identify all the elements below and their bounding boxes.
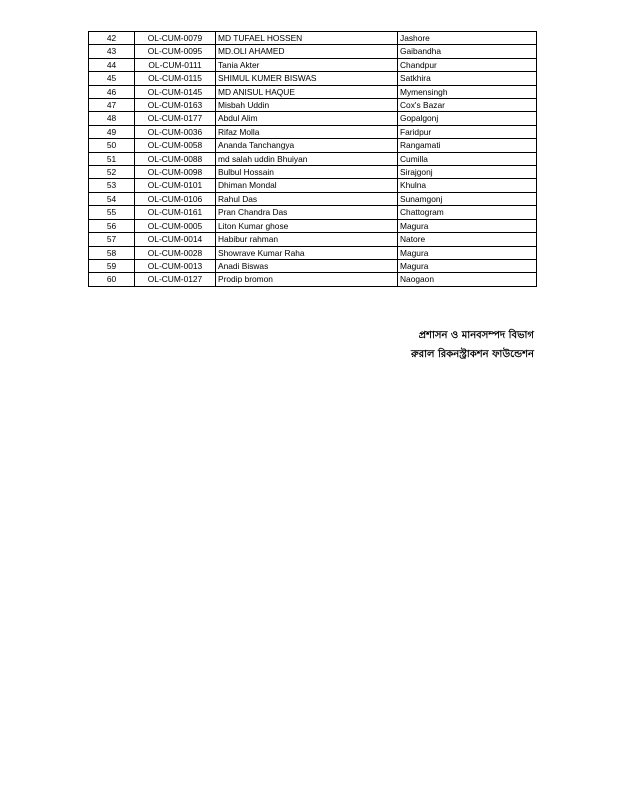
candidate-name-cell: Ananda Tanchangya [216, 139, 398, 152]
signature-organization: রুরাল রিকনস্ট্রাকশন ফাউন্ডেশন [410, 349, 534, 360]
candidate-id-cell: OL-CUM-0028 [135, 246, 216, 259]
district-cell: Cox's Bazar [398, 99, 537, 112]
table-row [89, 206, 537, 219]
table-row [89, 259, 537, 272]
candidate-id-cell: OL-CUM-0036 [135, 125, 216, 138]
district-cell: Magura [398, 246, 537, 259]
table-row [89, 139, 537, 152]
district-cell: Sunamgonj [398, 192, 537, 205]
serial-cell: 49 [89, 125, 135, 138]
district-cell: Magura [398, 259, 537, 272]
table-row [89, 85, 537, 98]
serial-cell: 55 [89, 206, 135, 219]
candidate-name-cell: Rifaz Molla [216, 125, 398, 138]
table-row [89, 233, 537, 246]
serial-cell: 42 [89, 32, 135, 45]
district-cell: Mymensingh [398, 85, 537, 98]
district-cell: Jashore [398, 32, 537, 45]
candidate-name-cell: Dhiman Mondal [216, 179, 398, 192]
serial-cell: 52 [89, 166, 135, 179]
table-row [89, 112, 537, 125]
candidate-id-cell: OL-CUM-0177 [135, 112, 216, 125]
candidate-name-cell: md salah uddin Bhuiyan [216, 152, 398, 165]
serial-cell: 45 [89, 72, 135, 85]
candidate-name-cell: Bulbul Hossain [216, 166, 398, 179]
district-cell: Gaibandha [398, 45, 537, 58]
candidate-name-cell: SHIMUL KUMER BISWAS [216, 72, 398, 85]
candidate-name-cell: MD TUFAEL HOSSEN [216, 32, 398, 45]
district-cell: Chandpur [398, 58, 537, 71]
candidate-name-cell: Habibur rahman [216, 233, 398, 246]
candidate-name-cell: MD.OLI AHAMED [216, 45, 398, 58]
candidate-name-cell: Rahul Das [216, 192, 398, 205]
candidate-id-cell: OL-CUM-0014 [135, 233, 216, 246]
district-cell: Chattogram [398, 206, 537, 219]
district-cell: Naogaon [398, 273, 537, 286]
district-cell: Khulna [398, 179, 537, 192]
candidate-id-cell: OL-CUM-0127 [135, 273, 216, 286]
serial-cell: 56 [89, 219, 135, 232]
candidate-table [88, 31, 537, 287]
candidate-name-cell: Abdul Alim [216, 112, 398, 125]
candidate-id-cell: OL-CUM-0115 [135, 72, 216, 85]
candidate-name-cell: MD ANISUL HAQUE [216, 85, 398, 98]
candidate-id-cell: OL-CUM-0161 [135, 206, 216, 219]
candidate-name-cell: Anadi Biswas [216, 259, 398, 272]
district-cell: Satkhira [398, 72, 537, 85]
district-cell: Sirajgonj [398, 166, 537, 179]
serial-cell: 54 [89, 192, 135, 205]
serial-cell: 60 [89, 273, 135, 286]
candidate-id-cell: OL-CUM-0095 [135, 45, 216, 58]
table-row [89, 219, 537, 232]
signature-department: প্রশাসন ও মানবসম্পদ বিভাগ [418, 330, 534, 341]
candidate-id-cell: OL-CUM-0111 [135, 58, 216, 71]
table-row [89, 166, 537, 179]
district-cell: Magura [398, 219, 537, 232]
table-row [89, 72, 537, 85]
candidate-name-cell: Prodip bromon [216, 273, 398, 286]
table-row [89, 45, 537, 58]
candidate-name-cell: Liton Kumar ghose [216, 219, 398, 232]
candidate-id-cell: OL-CUM-0106 [135, 192, 216, 205]
table-row [89, 273, 537, 286]
candidate-id-cell: OL-CUM-0079 [135, 32, 216, 45]
serial-cell: 51 [89, 152, 135, 165]
serial-cell: 57 [89, 233, 135, 246]
serial-cell: 47 [89, 99, 135, 112]
candidate-id-cell: OL-CUM-0005 [135, 219, 216, 232]
district-cell: Gopalgonj [398, 112, 537, 125]
candidate-id-cell: OL-CUM-0163 [135, 99, 216, 112]
district-cell: Rangamati [398, 139, 537, 152]
serial-cell: 43 [89, 45, 135, 58]
candidate-id-cell: OL-CUM-0013 [135, 259, 216, 272]
candidate-name-cell: Tania Akter [216, 58, 398, 71]
district-cell: Natore [398, 233, 537, 246]
candidate-name-cell: Pran Chandra Das [216, 206, 398, 219]
candidate-name-cell: Misbah Uddin [216, 99, 398, 112]
candidate-id-cell: OL-CUM-0088 [135, 152, 216, 165]
district-cell: Cumilla [398, 152, 537, 165]
candidate-id-cell: OL-CUM-0098 [135, 166, 216, 179]
district-cell: Faridpur [398, 125, 537, 138]
candidate-table-body [89, 32, 537, 287]
table-row [89, 58, 537, 71]
signature-block [411, 326, 534, 364]
candidate-id-cell: OL-CUM-0058 [135, 139, 216, 152]
table-row [89, 32, 537, 45]
serial-cell: 48 [89, 112, 135, 125]
serial-cell: 50 [89, 139, 135, 152]
serial-cell: 59 [89, 259, 135, 272]
candidate-name-cell: Showrave Kumar Raha [216, 246, 398, 259]
table-row [89, 125, 537, 138]
table-row [89, 192, 537, 205]
candidate-id-cell: OL-CUM-0145 [135, 85, 216, 98]
table-row [89, 152, 537, 165]
serial-cell: 44 [89, 58, 135, 71]
table-row [89, 99, 537, 112]
table-row [89, 246, 537, 259]
serial-cell: 58 [89, 246, 135, 259]
candidate-id-cell: OL-CUM-0101 [135, 179, 216, 192]
serial-cell: 46 [89, 85, 135, 98]
table-row [89, 179, 537, 192]
serial-cell: 53 [89, 179, 135, 192]
